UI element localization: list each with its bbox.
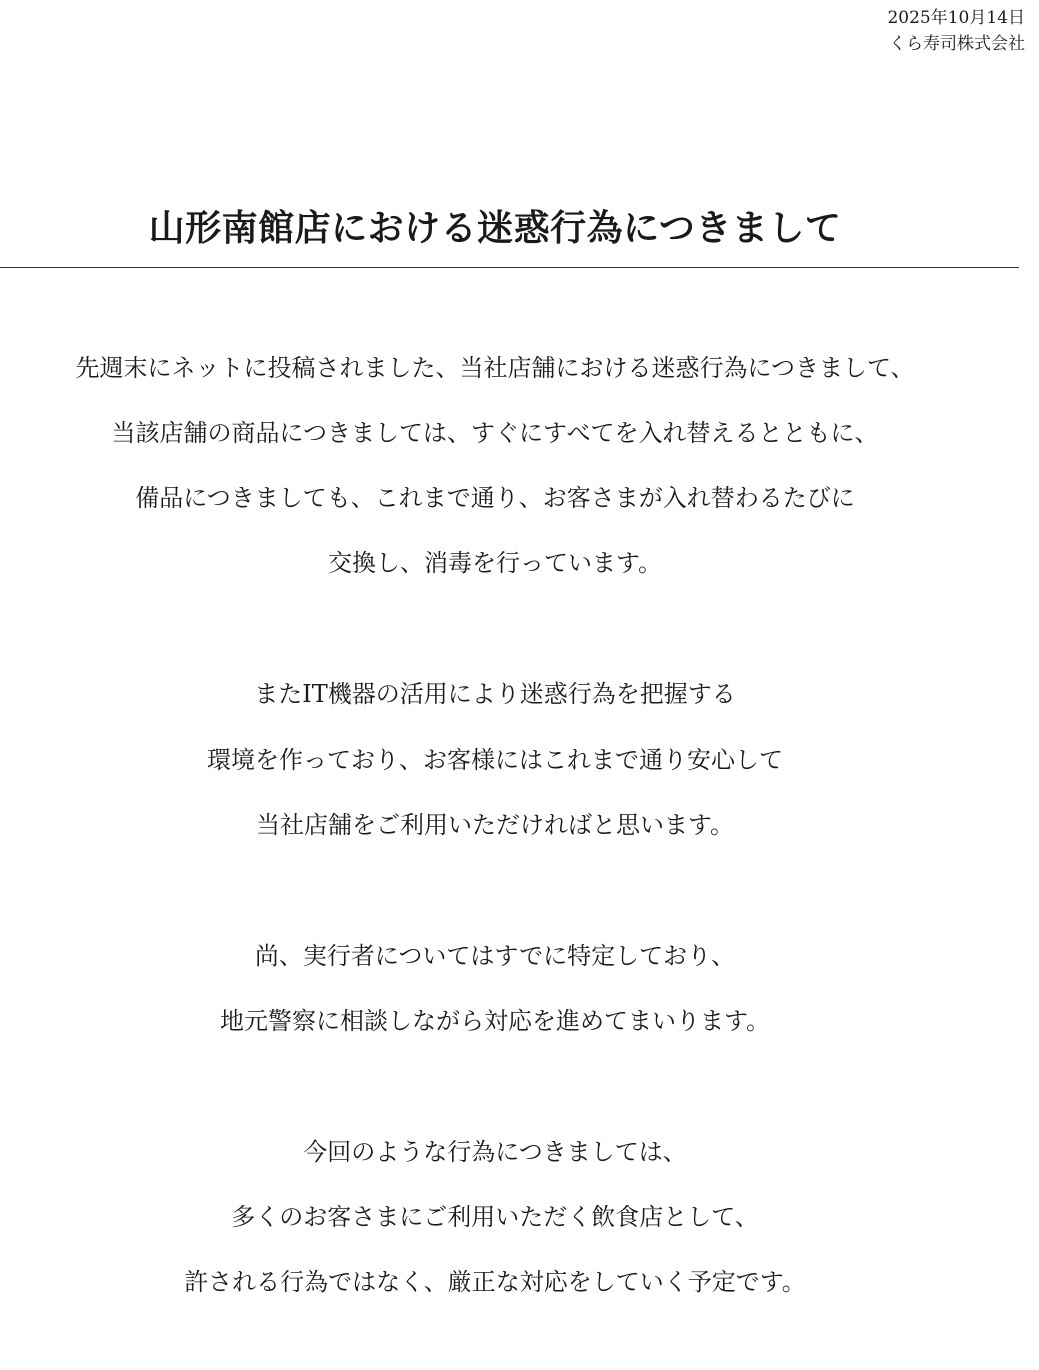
body-line: 備品につきましても、これまで通り、お客さまが入れ替わるたびに	[135, 484, 855, 512]
statement-date: 2025年10月14日	[887, 8, 1025, 28]
header-meta	[887, 5, 1025, 57]
body-line: 環境を作っており、お客様にはこれまで通り安心して	[207, 746, 783, 774]
body-line: 尚、実行者についてはすでに特定しており、	[254, 942, 736, 970]
body-line: 地元警察に相談しながら対応を進めてまいります。	[219, 1007, 771, 1035]
body-line: 多くのお客さまにご利用いただく飲食店として、	[231, 1203, 759, 1231]
company-name: くら寿司株式会社	[889, 34, 1025, 54]
body-line: またIT機器の活用により迷惑行為を把握する	[254, 680, 736, 708]
body-line: 先週末にネットに投稿されました、当社店舗における迷惑行為につきまして、	[75, 354, 915, 382]
body-line: 許される行為ではなく、厳正な対応をしていく予定です。	[184, 1268, 806, 1296]
page-title: 山形南館店における迷惑行為につきまして	[148, 207, 842, 249]
body-line: 当社店舗をご利用いただければと思います。	[255, 811, 735, 839]
title-divider	[0, 267, 1019, 268]
body-line: 交換し、消毒を行っています。	[327, 549, 663, 577]
body-line: 当該店舗の商品につきましては、すぐにすべてを入れ替えるとともに、	[111, 419, 879, 447]
body-line: 今回のような行為につきましては、	[303, 1138, 687, 1166]
